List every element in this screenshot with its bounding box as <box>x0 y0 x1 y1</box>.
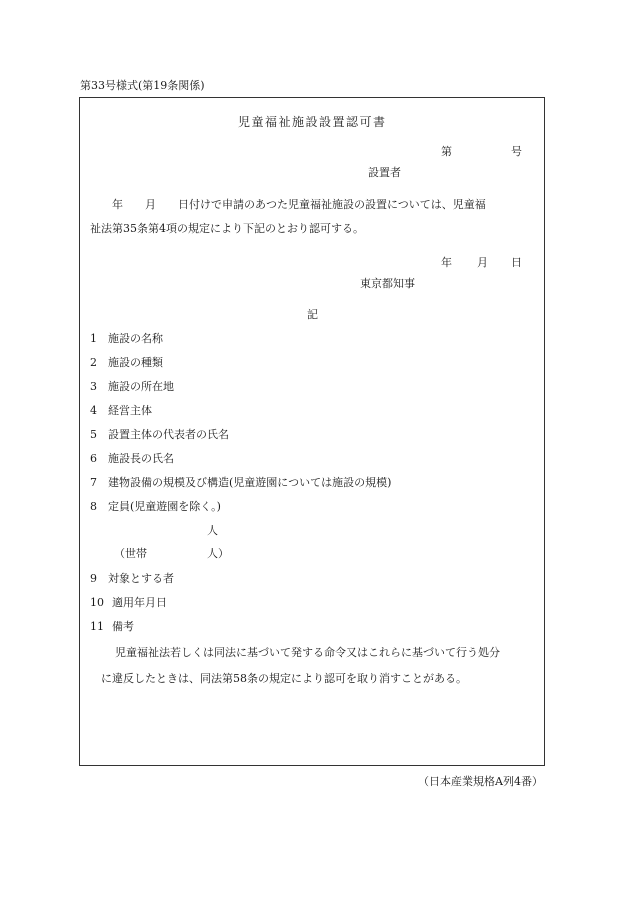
note-line-2: に違反したときは、同法第58条の規定により認可を取り消すことがある。 <box>101 672 467 685</box>
item-number: 2 <box>90 356 97 369</box>
item-number: 9 <box>90 572 97 585</box>
list-item-4 <box>90 405 152 416</box>
item-number: 7 <box>90 476 97 489</box>
list-item-2 <box>90 357 163 368</box>
list-item-8 <box>90 501 221 512</box>
document-title: 児童福祉施設設置認可書 <box>238 115 387 129</box>
form-number: 第33号様式(第19条関係) <box>80 79 205 92</box>
capacity-household-label: （世帯 <box>114 547 147 560</box>
list-item-7 <box>90 477 391 488</box>
list-item-1 <box>90 333 163 344</box>
date-month-label: 月 <box>477 256 488 269</box>
body-line-2: 祉法第35条第4項の規定により下記のとおり認可する。 <box>90 222 364 235</box>
item-number: 11 <box>90 620 104 633</box>
list-item-10 <box>90 597 167 608</box>
list-item-9 <box>90 573 174 584</box>
item-number: 5 <box>90 428 97 441</box>
issuer-name: 東京都知事 <box>360 277 415 290</box>
paper-size-note: （日本産業規格A列4番） <box>418 775 543 788</box>
item-label: 施設長の氏名 <box>108 452 174 465</box>
item-label: 対象とする者 <box>108 572 174 585</box>
body-line-1: 年 月 日付けで申請のあつた児童福祉施設の設置については、児童福 <box>90 198 486 211</box>
list-item-5 <box>90 429 229 440</box>
date-year-label: 年 <box>441 256 452 269</box>
item-label: 備考 <box>112 620 134 633</box>
ki-heading: 記 <box>307 308 318 321</box>
item-label: 施設の種類 <box>108 356 163 369</box>
item-label: 建物設備の規模及び構造(児童遊園については施設の規模) <box>108 476 392 489</box>
body-paragraph <box>90 193 538 241</box>
item-number: 4 <box>90 404 97 417</box>
item-number: 3 <box>90 380 97 393</box>
list-item-6 <box>90 453 174 464</box>
item-label: 経営主体 <box>108 404 152 417</box>
note-line-1: 児童福祉法若しくは同法に基づいて発する命令又はこれらに基づいて行う処分 <box>115 646 500 659</box>
list-item-11 <box>90 621 134 632</box>
list-item-3 <box>90 381 174 392</box>
item-label: 施設の名称 <box>108 332 163 345</box>
item-number: 8 <box>90 500 97 513</box>
item-label: 適用年月日 <box>112 596 167 609</box>
applicant-label: 設置者 <box>368 166 401 179</box>
item-label: 定員(児童遊園を除く。) <box>108 500 221 513</box>
note-paragraph <box>101 640 541 692</box>
item-number: 1 <box>90 332 97 345</box>
date-day-label: 日 <box>511 256 522 269</box>
item-number: 6 <box>90 452 97 465</box>
capacity-household-unit: 人） <box>207 547 229 560</box>
number-prefix: 第 <box>441 145 452 158</box>
item-label: 設置主体の代表者の氏名 <box>108 428 229 441</box>
capacity-people-unit: 人 <box>207 524 218 537</box>
item-number: 10 <box>90 596 104 609</box>
number-suffix: 号 <box>511 145 522 158</box>
item-label: 施設の所在地 <box>108 380 174 393</box>
